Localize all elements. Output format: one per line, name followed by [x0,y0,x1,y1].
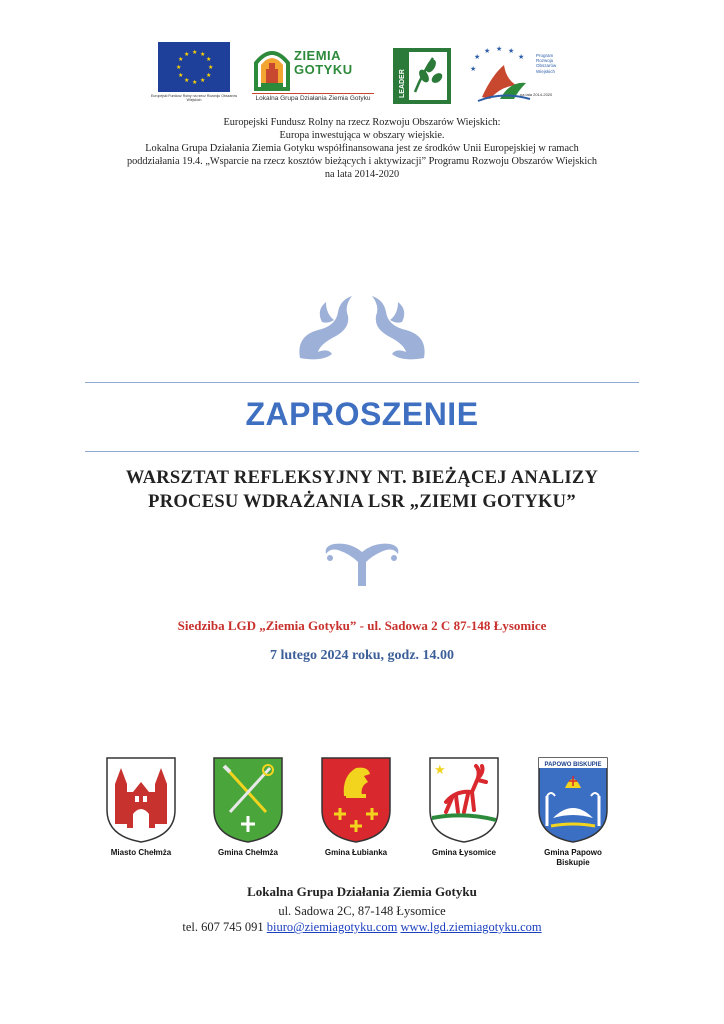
svg-text:★: ★ [200,51,206,58]
svg-text:★: ★ [206,72,212,79]
eu-logo-caption: Europejski Fundusz Rolny na rzecz Rozwoju Obszarów Wiejskich [151,94,237,102]
prow-years: na lata 2014-2020 [520,92,553,97]
prow-line2: Rozwoju [536,58,554,64]
crest-label: Gmina Papowo Biskupie [544,848,602,867]
leader-logo-icon [393,48,451,104]
crest-label: Miasto Chełmża [110,848,172,857]
crest-miasto-chelmza [105,756,177,844]
footer-email-link[interactable]: biuro@ziemiagotyku.com [266,920,398,934]
zg-title-line2: GOTYKU [294,62,353,77]
svg-text:★: ★ [192,49,198,56]
funding-line: Lokalna Grupa Działania Ziemia Gotyku współfinansowana jest ze środków Unii Europejskiej w ramach [145,143,579,154]
funding-line: Europejski Fundusz Rolny na rzecz Rozwoju Obszarów Wiejskich: [223,117,501,128]
crest-label: Gmina Łubianka [324,848,388,857]
funding-line: na lata 2014-2020 [324,169,400,180]
eu-flag-logo [158,42,230,92]
svg-text:★: ★ [200,77,206,84]
event-date: 7 lutego 2024 roku, godz. 14.00 [269,648,455,663]
svg-text:★: ★ [496,45,503,53]
crest-gmina-chelmza [212,756,284,844]
ziemia-gotyku-logo-title [294,49,353,77]
leader-logo [393,48,451,104]
svg-text:★: ★ [192,79,198,86]
eu-stars-icon [158,42,230,92]
floral-ornament-middle [324,540,400,590]
svg-text:★: ★ [508,47,515,55]
subtitle-line2: PROCESU WDRAŻANIA LSR „ZIEMI GOTYKU” [148,492,576,512]
footer-contact [0,920,724,935]
crest-label: Gmina Chełmża [217,848,278,857]
divider-bottom [85,451,639,452]
footer-organization: Lokalna Grupa Działania Ziemia Gotyku [247,884,477,899]
prow-logo [470,45,566,103]
footer-phone: tel. 607 745 091 [182,920,267,934]
svg-text:★: ★ [470,65,477,73]
svg-text:★: ★ [178,56,184,63]
ziemia-gotyku-logo-caption: Lokalna Grupa Działania Ziemia Gotyku [252,93,374,102]
funding-line: Europa inwestująca w obszary wiejskie. [279,130,445,141]
funding-statement [80,116,644,181]
svg-text:★: ★ [484,47,491,55]
prow-line3: Obszarów [536,63,557,69]
leader-logo-text: LEADER [399,69,406,98]
crest-gmina-lubianka [320,756,392,844]
event-subtitle [60,466,664,514]
footer-address: ul. Sadowa 2C, 87-148 Łysomice [278,904,446,918]
svg-text:★: ★ [178,72,184,79]
subtitle-line1: WARSZTAT REFLEKSYJNY NT. BIEŻĄCEJ ANALIZY [125,468,599,488]
crest-gmina-papowo-biskupie [537,756,609,844]
divider-top [85,382,639,383]
prow-line4: Wiejskich [536,68,556,74]
crest-gmina-lysomice [428,756,500,844]
footer-website-link[interactable]: www.lgd.ziemiagotyku.com [400,920,542,934]
prow-logo-text [536,53,556,74]
zg-title-line1: ZIEMIA [294,48,342,63]
papowo-banner-text: PAPOWO BISKUPIE [544,762,602,768]
svg-text:★: ★ [176,64,182,71]
funding-line: poddziałania 19.4. „Wsparcie na rzecz kosztów bieżących i aktywizacji” Programu Rozwoju Obszarów Wiejskich [126,156,597,167]
svg-text:★: ★ [474,53,481,61]
event-venue: Siedziba LGD „Ziemia Gotyku” - ul. Sadowa 2 C 87-148 Łysomice [177,618,547,633]
svg-text:★: ★ [184,51,190,58]
svg-text:★: ★ [518,53,525,61]
crest-label: Gmina Łysomice [431,848,497,857]
gothic-arch-icon [252,45,292,91]
svg-text:★: ★ [184,77,190,84]
svg-text:★: ★ [206,56,212,63]
page-title: ZAPROSZENIE [245,396,479,432]
prow-line1: Program [536,53,554,58]
ziemia-gotyku-logo [252,45,372,101]
svg-text:★: ★ [434,763,446,778]
svg-text:★: ★ [208,64,214,71]
floral-ornament-top [292,292,432,364]
